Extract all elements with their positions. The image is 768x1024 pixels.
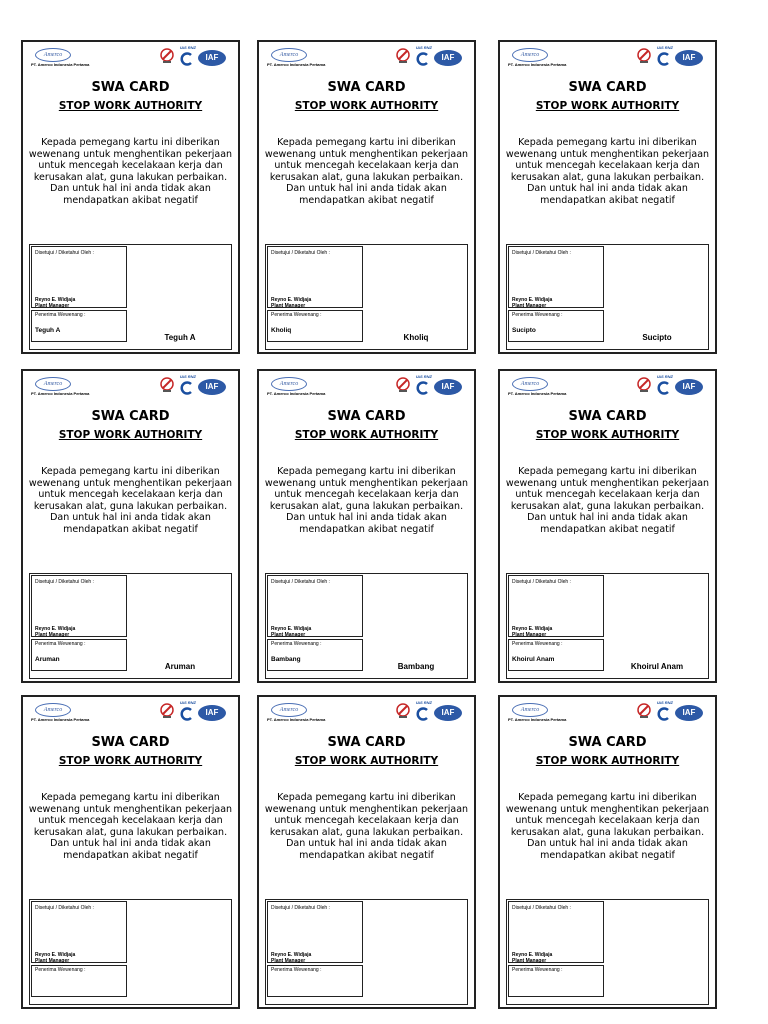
signer-name: Reyno E. Widjaja: [35, 626, 76, 632]
certification-seal-icon: [160, 703, 174, 719]
card-title: SWA CARD: [568, 80, 647, 95]
receiver-box: [267, 965, 363, 997]
cert-c-icon: [180, 707, 194, 721]
certification-logos: [396, 46, 466, 68]
receiver-box: [267, 639, 363, 671]
company-name: PT. Amerco Indonesia Pertama: [508, 62, 567, 67]
company-logo: Amerco: [271, 377, 307, 391]
iaf-logo: IAF: [198, 50, 226, 66]
company-logo: Amerco: [35, 377, 71, 391]
certification-seal-icon: [637, 703, 651, 719]
company-logo: Amerco: [512, 703, 548, 717]
receiver-label: Penerima Wewenang :: [512, 312, 563, 318]
signer-title: Plant Manager: [271, 632, 306, 638]
company-logo: Amerco: [35, 703, 71, 717]
iaf-logo: IAF: [434, 379, 462, 395]
card-title: SWA CARD: [327, 735, 406, 750]
certification-seal-icon: [160, 48, 174, 64]
signer-name: Reyno E. Widjaja: [271, 626, 312, 632]
receiver-label: Penerima Wewenang :: [271, 967, 322, 973]
certification-logos: [396, 375, 466, 397]
cert-c-icon: [657, 381, 671, 395]
cert-c-icon: [180, 381, 194, 395]
swa-card: [257, 369, 476, 683]
card-subtitle: STOP WORK AUTHORITY: [58, 755, 203, 767]
receiver-label: Penerima Wewenang :: [512, 641, 563, 647]
receiver-name: Sucipto: [512, 327, 536, 334]
iaf-logo: IAF: [434, 50, 462, 66]
card-title: SWA CARD: [91, 80, 170, 95]
card-title: SWA CARD: [327, 80, 406, 95]
card-subtitle: STOP WORK AUTHORITY: [294, 429, 439, 441]
receiver-box: [508, 639, 604, 671]
receiver-name: Bambang: [271, 656, 301, 663]
certification-seal-icon: [396, 703, 410, 719]
card-title: SWA CARD: [568, 409, 647, 424]
signer-title: Plant Manager: [512, 632, 547, 638]
card-body-text: Kepada pemegang kartu ini diberikan wewenang untuk menghentikan pekerjaan untuk mencegah kecelakaan kerja dan kerusakan alat, guna lakukan perbaikan. Dan untuk hal ini anda tidak akan mendapatkan akibat negatif: [505, 137, 710, 206]
cert-c-icon: [657, 52, 671, 66]
receiver-box: [31, 310, 127, 342]
company-logo: Amerco: [512, 377, 548, 391]
card-subtitle: STOP WORK AUTHORITY: [294, 100, 439, 112]
signer-name: Reyno E. Widjaja: [512, 952, 553, 958]
approval-label: Disetujui / Diketahui Oleh :: [512, 250, 571, 256]
signature-box: [29, 899, 232, 1005]
approval-box: [508, 901, 604, 963]
cert-text: IAS RNZ: [657, 374, 673, 379]
cert-c-icon: [180, 52, 194, 66]
card-subtitle: STOP WORK AUTHORITY: [58, 429, 203, 441]
signature-box: [506, 899, 709, 1005]
swa-card: [498, 40, 717, 354]
iaf-logo: IAF: [198, 705, 226, 721]
signer-title: Plant Manager: [512, 303, 547, 309]
approval-label: Disetujui / Diketahui Oleh :: [35, 579, 94, 585]
signer-title: Plant Manager: [271, 958, 306, 964]
cert-text: IAS RNZ: [416, 374, 432, 379]
card-title: SWA CARD: [91, 735, 170, 750]
company-name: PT. Amerco Indonesia Pertama: [31, 62, 90, 67]
receiver-box: [31, 965, 127, 997]
photo-name: Bambang: [397, 662, 435, 671]
iaf-logo: IAF: [434, 705, 462, 721]
certification-logos: [637, 46, 707, 68]
certification-logos: [637, 701, 707, 723]
receiver-box: [508, 310, 604, 342]
card-subtitle: STOP WORK AUTHORITY: [58, 100, 203, 112]
company-name: PT. Amerco Indonesia Pertama: [267, 717, 326, 722]
card-subtitle: STOP WORK AUTHORITY: [294, 755, 439, 767]
swa-card: [498, 369, 717, 683]
company-logo: Amerco: [35, 48, 71, 62]
approval-box: [267, 901, 363, 963]
company-name: PT. Amerco Indonesia Pertama: [267, 62, 326, 67]
swa-card: [21, 695, 240, 1009]
card-subtitle: STOP WORK AUTHORITY: [535, 429, 680, 441]
signer-name: Reyno E. Widjaja: [271, 952, 312, 958]
cert-c-icon: [657, 707, 671, 721]
iaf-logo: IAF: [675, 379, 703, 395]
photo-name: Teguh A: [164, 333, 196, 342]
approval-label: Disetujui / Diketahui Oleh :: [271, 579, 330, 585]
approval-label: Disetujui / Diketahui Oleh :: [35, 905, 94, 911]
company-name: PT. Amerco Indonesia Pertama: [508, 391, 567, 396]
card-title: SWA CARD: [327, 409, 406, 424]
receiver-label: Penerima Wewenang :: [512, 967, 563, 973]
card-body-text: Kepada pemegang kartu ini diberikan wewenang untuk menghentikan pekerjaan untuk mencegah kecelakaan kerja dan kerusakan alat, guna lakukan perbaikan. Dan untuk hal ini anda tidak akan mendapatkan akibat negatif: [28, 792, 233, 861]
signer-title: Plant Manager: [271, 303, 306, 309]
signer-title: Plant Manager: [512, 958, 547, 964]
signer-name: Reyno E. Widjaja: [35, 297, 76, 303]
certification-logos: [396, 701, 466, 723]
swa-card: [257, 40, 476, 354]
swa-card: [498, 695, 717, 1009]
cert-text: IAS RNZ: [657, 700, 673, 705]
signer-name: Reyno E. Widjaja: [35, 952, 76, 958]
signature-box: [29, 244, 232, 350]
card-title: SWA CARD: [568, 735, 647, 750]
company-logo: Amerco: [271, 703, 307, 717]
approval-label: Disetujui / Diketahui Oleh :: [271, 250, 330, 256]
cert-c-icon: [416, 381, 430, 395]
receiver-box: [508, 965, 604, 997]
card-body-text: Kepada pemegang kartu ini diberikan wewenang untuk menghentikan pekerjaan untuk mencegah kecelakaan kerja dan kerusakan alat, guna lakukan perbaikan. Dan untuk hal ini anda tidak akan mendapatkan akibat negatif: [264, 466, 469, 535]
approval-label: Disetujui / Diketahui Oleh :: [512, 579, 571, 585]
iaf-logo: IAF: [198, 379, 226, 395]
card-body-text: Kepada pemegang kartu ini diberikan wewenang untuk menghentikan pekerjaan untuk mencegah kecelakaan kerja dan kerusakan alat, guna lakukan perbaikan. Dan untuk hal ini anda tidak akan mendapatkan akibat negatif: [28, 466, 233, 535]
cert-text: IAS RNZ: [416, 45, 432, 50]
receiver-label: Penerima Wewenang :: [271, 641, 322, 647]
certification-logos: [637, 375, 707, 397]
signer-name: Reyno E. Widjaja: [271, 297, 312, 303]
photo-name: Khoirul Anam: [630, 662, 684, 671]
approval-label: Disetujui / Diketahui Oleh :: [512, 905, 571, 911]
photo-name: Aruman: [164, 662, 196, 671]
iaf-logo: IAF: [675, 705, 703, 721]
receiver-name: Khoirul Anam: [512, 656, 555, 663]
approval-label: Disetujui / Diketahui Oleh :: [35, 250, 94, 256]
approval-box: [267, 246, 363, 308]
receiver-label: Penerima Wewenang :: [271, 312, 322, 318]
receiver-label: Penerima Wewenang :: [35, 967, 86, 973]
company-name: PT. Amerco Indonesia Pertama: [267, 391, 326, 396]
approval-box: [267, 575, 363, 637]
signature-box: [265, 899, 468, 1005]
card-body-text: Kepada pemegang kartu ini diberikan wewenang untuk menghentikan pekerjaan untuk mencegah kecelakaan kerja dan kerusakan alat, guna lakukan perbaikan. Dan untuk hal ini anda tidak akan mendapatkan akibat negatif: [505, 466, 710, 535]
certification-seal-icon: [396, 377, 410, 393]
approval-box: [508, 575, 604, 637]
approval-box: [31, 575, 127, 637]
card-subtitle: STOP WORK AUTHORITY: [535, 100, 680, 112]
cert-text: IAS RNZ: [180, 700, 196, 705]
receiver-name: Aruman: [35, 656, 60, 663]
certification-logos: [160, 701, 230, 723]
approval-box: [508, 246, 604, 308]
signature-box: [506, 244, 709, 350]
company-name: PT. Amerco Indonesia Pertama: [31, 391, 90, 396]
receiver-box: [31, 639, 127, 671]
cert-c-icon: [416, 707, 430, 721]
card-subtitle: STOP WORK AUTHORITY: [535, 755, 680, 767]
cert-c-icon: [416, 52, 430, 66]
company-name: PT. Amerco Indonesia Pertama: [508, 717, 567, 722]
receiver-label: Penerima Wewenang :: [35, 312, 86, 318]
swa-card: [21, 369, 240, 683]
certification-logos: [160, 375, 230, 397]
signer-name: Reyno E. Widjaja: [512, 297, 553, 303]
certification-seal-icon: [637, 377, 651, 393]
photo-name: Kholiq: [403, 333, 429, 342]
photo-name: Sucipto: [642, 333, 672, 342]
receiver-name: Teguh A: [35, 327, 61, 334]
certification-seal-icon: [160, 377, 174, 393]
certification-logos: [160, 46, 230, 68]
card-body-text: Kepada pemegang kartu ini diberikan wewenang untuk menghentikan pekerjaan untuk mencegah kecelakaan kerja dan kerusakan alat, guna lakukan perbaikan. Dan untuk hal ini anda tidak akan mendapatkan akibat negatif: [264, 792, 469, 861]
cert-text: IAS RNZ: [416, 700, 432, 705]
signature-box: [29, 573, 232, 679]
approval-label: Disetujui / Diketahui Oleh :: [271, 905, 330, 911]
certification-seal-icon: [637, 48, 651, 64]
card-body-text: Kepada pemegang kartu ini diberikan wewenang untuk menghentikan pekerjaan untuk mencegah kecelakaan kerja dan kerusakan alat, guna lakukan perbaikan. Dan untuk hal ini anda tidak akan mendapatkan akibat negatif: [28, 137, 233, 206]
swa-card: [21, 40, 240, 354]
cert-text: IAS RNZ: [657, 45, 673, 50]
signature-box: [506, 573, 709, 679]
card-title: SWA CARD: [91, 409, 170, 424]
company-name: PT. Amerco Indonesia Pertama: [31, 717, 90, 722]
signature-box: [265, 244, 468, 350]
receiver-label: Penerima Wewenang :: [35, 641, 86, 647]
signer-title: Plant Manager: [35, 958, 70, 964]
receiver-name: Kholiq: [271, 327, 292, 334]
swa-card: [257, 695, 476, 1009]
company-logo: Amerco: [271, 48, 307, 62]
receiver-box: [267, 310, 363, 342]
approval-box: [31, 246, 127, 308]
company-logo: Amerco: [512, 48, 548, 62]
approval-box: [31, 901, 127, 963]
certification-seal-icon: [396, 48, 410, 64]
cert-text: IAS RNZ: [180, 45, 196, 50]
cert-text: IAS RNZ: [180, 374, 196, 379]
signer-title: Plant Manager: [35, 303, 70, 309]
signer-title: Plant Manager: [35, 632, 70, 638]
signature-box: [265, 573, 468, 679]
signer-name: Reyno E. Widjaja: [512, 626, 553, 632]
card-body-text: Kepada pemegang kartu ini diberikan wewenang untuk menghentikan pekerjaan untuk mencegah kecelakaan kerja dan kerusakan alat, guna lakukan perbaikan. Dan untuk hal ini anda tidak akan mendapatkan akibat negatif: [264, 137, 469, 206]
card-body-text: Kepada pemegang kartu ini diberikan wewenang untuk menghentikan pekerjaan untuk mencegah kecelakaan kerja dan kerusakan alat, guna lakukan perbaikan. Dan untuk hal ini anda tidak akan mendapatkan akibat negatif: [505, 792, 710, 861]
iaf-logo: IAF: [675, 50, 703, 66]
